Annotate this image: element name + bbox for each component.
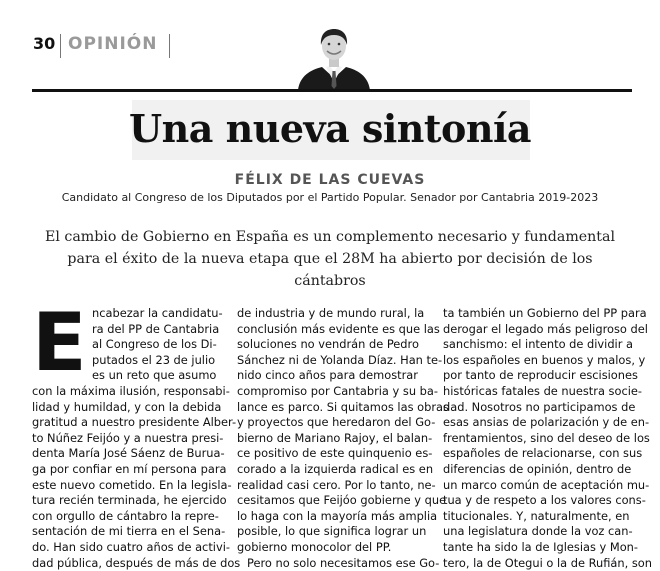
text-line: y proyectos que heredaron del Go-	[237, 415, 437, 431]
text-line: sentación de mi tierra en el Sena-	[32, 524, 222, 540]
page-number: 30	[33, 34, 55, 53]
text-line: gratitud a nuestro presidente Alber-	[32, 415, 222, 431]
text-line: con orgullo de cántabro la repre-	[32, 509, 222, 525]
text-line: corado a la izquierda radical es en	[237, 462, 437, 478]
text-line: es un reto que asumo	[32, 368, 222, 384]
author-portrait	[296, 26, 372, 90]
text-line: denta María José Sáenz de Burua-	[32, 446, 222, 462]
text-line: de industria y de mundo rural, la	[237, 306, 437, 322]
text-line: to Núñez Feijóo y a nuestra presi-	[32, 431, 222, 447]
text-line: gobierno monocolor del PP.	[237, 540, 437, 556]
drop-cap: E	[32, 311, 88, 375]
text-line: ra del PP de Cantabria	[32, 322, 222, 338]
header-divider	[60, 34, 61, 58]
text-line: tero, la de Otegui o la de Rufián, son	[443, 556, 638, 571]
text-line: históricas fatales de nuestra socie-	[443, 384, 638, 400]
text-line: compromiso por Cantabria y su ba-	[237, 384, 437, 400]
text-line: este nuevo cometido. En la legisla-	[32, 478, 222, 494]
text-line: dad. Nosotros no participamos de	[443, 400, 638, 416]
text-line: do. Han sido cuatro años de activi-	[32, 540, 222, 556]
text-line: derogar el legado más peligroso del	[443, 322, 638, 338]
text-line: lo haga con la mayoría más amplia	[237, 509, 437, 525]
text-line: españoles de relacionarse, con sus	[443, 446, 638, 462]
text-line: tura recién terminada, he ejercido	[32, 493, 222, 509]
text-line: lidad y humildad, y con la debida	[32, 400, 222, 416]
page-header	[0, 0, 660, 92]
headline: Una nueva sintonía	[0, 100, 660, 158]
header-rule	[32, 89, 632, 92]
text-line: ncabezar la candidatu-	[32, 306, 222, 322]
text-line: Sánchez ni de Yolanda Díaz. Han te-	[237, 353, 437, 369]
standfirst-line: para el éxito de la nueva etapa que el 28M ha abierto por decisión de los cántabros	[30, 248, 630, 292]
standfirst	[30, 226, 630, 292]
text-line: ta también un Gobierno del PP para	[443, 306, 638, 322]
text-line: tua y de respeto a los valores cons-	[443, 493, 638, 509]
text-line: ga por confiar en mí persona para	[32, 462, 222, 478]
text-line: con la máxima ilusión, responsabi-	[32, 384, 222, 400]
text-line: realidad casi cero. Por lo tanto, ne-	[237, 478, 437, 494]
article-column-2	[237, 306, 437, 571]
text-line: putados el 23 de julio	[32, 353, 222, 369]
author-name: FÉLIX DE LAS CUEVAS	[0, 172, 660, 188]
text-line: dad pública, después de más de dos	[32, 556, 222, 571]
text-line: bierno de Mariano Rajoy, el balan-	[237, 431, 437, 447]
text-line: un marco común de aceptación mu-	[443, 478, 638, 494]
standfirst-line: El cambio de Gobierno en España es un complemento necesario y fundamental	[30, 226, 630, 248]
text-line: tante ha sido la de Iglesias y Mon-	[443, 540, 638, 556]
text-line: soluciones no vendrán de Pedro	[237, 337, 437, 353]
text-line: por tanto de reproducir escisiones	[443, 368, 638, 384]
text-line: sanchismo: el intento de dividir a	[443, 337, 638, 353]
section-title: OPINIÓN	[68, 34, 157, 54]
text-line: cesitamos que Feijóo gobierne y que	[237, 493, 437, 509]
header-divider	[169, 34, 170, 58]
text-line: nido cinco años para demostrar	[237, 368, 437, 384]
text-line: diferencias de opinión, dentro de	[443, 462, 638, 478]
article-column-3	[443, 306, 638, 571]
text-line: conclusión más evidente es que las	[237, 322, 437, 338]
text-line: frentamientos, sino del deseo de los	[443, 431, 638, 447]
text-line: los españoles en buenos y malos, y	[443, 353, 638, 369]
text-line: lance es parco. Si quitamos las obras	[237, 400, 437, 416]
text-line: una legislatura donde la voz can-	[443, 524, 638, 540]
text-line: al Congreso de los Di-	[32, 337, 222, 353]
text-line: titucionales. Y, naturalmente, en	[443, 509, 638, 525]
author-role: Candidato al Congreso de los Diputados por el Partido Popular. Senador por Cantabria 2019-2023	[0, 191, 660, 204]
text-line: ce positivo de este quinquenio es-	[237, 446, 437, 462]
text-line: posible, lo que significa lograr un	[237, 524, 437, 540]
text-line: Pero no solo necesitamos ese Go-	[237, 556, 437, 571]
article-column-1	[32, 306, 222, 571]
text-line: esas ansias de polarización y de en-	[443, 415, 638, 431]
